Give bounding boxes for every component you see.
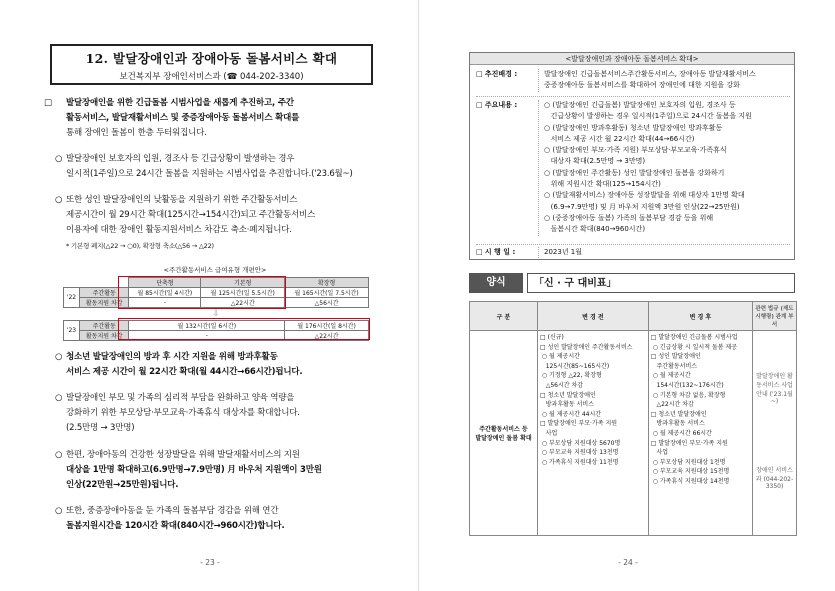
circle-bullet: ○ bbox=[55, 154, 63, 164]
paragraph-severe-child-care bbox=[55, 504, 380, 534]
p2-note: * 기본형 폐지(△22 → ○0), 확장형 축소(△56 → △22) bbox=[66, 241, 214, 250]
highlight-box-22 bbox=[118, 276, 286, 309]
list-item: ○ 월 제공시간 44시간 bbox=[540, 410, 602, 418]
row-deduction: 활동지원 차감 bbox=[80, 298, 129, 308]
background-label: □ 추진배경 : bbox=[476, 69, 538, 80]
cell: - bbox=[129, 331, 285, 341]
comparison-title: 「신 · 구 대비표」 bbox=[527, 273, 795, 293]
p6-line-2: 돌봄지원시간을 120시간 확대(840시간→960시간)합니다. bbox=[66, 521, 285, 532]
list-item: 125시간(85~165시간) bbox=[540, 362, 610, 370]
cell: △56시간 bbox=[285, 298, 369, 308]
p5-line-1: 한편, 장애아동의 건강한 성장발달을 위해 발달재활서비스의 지원 bbox=[66, 450, 300, 460]
p4-line-1: 발달장애인 부모 및 가족의 심리적 부담을 완화하고 양육 역량을 bbox=[66, 393, 295, 403]
p2-line-3: 이용자에 대한 장애인 활동지원서비스 차감도 축소·폐지됩니다. bbox=[66, 225, 292, 236]
list-item: △56시간 차감 bbox=[540, 381, 584, 389]
row-label-line-2: 발달장애인 돌봄 확대 bbox=[475, 435, 532, 442]
list-item: 돌봄시간 확대(840→960시간) bbox=[544, 225, 646, 234]
list-item: ○ (발달장애인 부모·가족 지원) 부모상담·부모교육·가족휴식 bbox=[544, 146, 727, 155]
main-content-label: □ 주요내용 : bbox=[476, 100, 538, 111]
cell: 월 85시간(일 4시간) bbox=[129, 288, 201, 298]
paragraph-day-activity bbox=[55, 193, 380, 254]
p3-line-1: 청소년 발달장애인의 방과 후 시간 지원을 위해 방과후활동 bbox=[66, 352, 278, 362]
table-caption: <주간활동서비스 급여유형 개편안> bbox=[163, 266, 267, 274]
row-label-line-1: 주간활동서비스 등 bbox=[479, 426, 528, 433]
p4-line-2: 강화하기 위한 부모상담·부모교육·가족휴식 대상자를 확대합니다. bbox=[66, 408, 300, 419]
list-item: ○ 월 제공시간 bbox=[540, 353, 580, 361]
list-item: ○ 가족휴식 지원대상 14천명 bbox=[650, 477, 730, 485]
page-number: - 23 - bbox=[200, 558, 220, 567]
section-title-box bbox=[50, 44, 373, 85]
list-item: 서비스 제공 시간 월 22시간 확대(44→66시간) bbox=[544, 134, 695, 143]
paragraph-after-school bbox=[55, 350, 380, 380]
cell: 월 132시간(일 6시간) bbox=[129, 321, 285, 331]
list-item: ○ 부모교육 지원대상 15천명 bbox=[650, 468, 730, 476]
circle-bullet: ○ bbox=[55, 352, 63, 362]
header-basic: 기본형 bbox=[201, 278, 285, 288]
circle-bullet: ○ bbox=[55, 393, 63, 403]
list-item: ○ 부모교육 지원대상 13천명 bbox=[540, 449, 619, 457]
list-item: 154시간(132~176시간) bbox=[650, 381, 724, 389]
list-item: □ 청소년 발달장애인 bbox=[540, 391, 596, 399]
list-item: ○ 기본형 차감 없음, 확장형 bbox=[650, 391, 726, 399]
background-line-2: 중증장애아동 돌봄서비스를 확대하여 장애인에 대한 지원을 강화 bbox=[544, 81, 740, 90]
list-item: △22시간 차감 bbox=[650, 401, 694, 409]
list-item: ○ 긴급상황 시 일시적 돌봄 제공 bbox=[650, 343, 738, 351]
list-item: ○ 부모상담 지원대상 1천명 bbox=[650, 458, 726, 466]
row-activity: 주간활동 bbox=[80, 321, 129, 331]
circle-bullet: ○ bbox=[55, 506, 63, 516]
cell: △22시간 bbox=[201, 298, 285, 308]
list-item: □ 발달장애인 긴급돌봄 시범사업 bbox=[650, 334, 738, 341]
header-after: 변 경 후 bbox=[648, 302, 752, 331]
list-item: 긴급상황이 발생하는 경우 일시적(1주일)으로 24시간 돌봄을 지원 bbox=[544, 112, 752, 121]
section-title: 12. 발달장애인과 장애아동 돌봄서비스 확대 bbox=[85, 51, 338, 66]
background-line-1: 발달장애인 긴급돌봄서비스주간활동서비스, 장애아동 발달재활서비스 bbox=[544, 70, 756, 78]
cell: - bbox=[129, 298, 201, 308]
header-extended: 확장형 bbox=[285, 278, 369, 288]
list-item: ○ (발달장애인 긴급돌봄) 발달장애인 보호자의 입원, 경조사 등 bbox=[544, 101, 736, 109]
summary-box bbox=[469, 52, 795, 260]
department-contact: 보건복지부 장애인서비스과 (☎ 044-202-3340) bbox=[119, 72, 304, 82]
p2-line-1: 또한 성인 발달장애인의 낮활동을 지원하기 위한 주간활동서비스 bbox=[66, 195, 298, 205]
year-22: '22 bbox=[64, 288, 80, 308]
list-item: □ 발달장애인 부모·가족 지원 bbox=[650, 439, 728, 447]
list-item: 주간활동서비스 bbox=[650, 362, 698, 370]
intro-line-1: 발달장애인을 위한 긴급돌봄 시범사업을 새롭게 추진하고, 주간 bbox=[66, 98, 294, 108]
dept-guide: 발달장애인 활동서비스 사업안내 ('23.1월~) bbox=[756, 373, 793, 405]
year-23: '23 bbox=[64, 321, 80, 341]
header-item: 구 분 bbox=[470, 302, 538, 331]
list-item: ○ (발달재활서비스) 장애아동 성장발달을 위해 대상자 1만명 확대 bbox=[544, 191, 745, 200]
left-page bbox=[0, 0, 417, 591]
circle-bullet: ○ bbox=[55, 450, 63, 460]
list-item: ○ 월 제공시간 bbox=[650, 372, 691, 380]
p1-line-1: 발달장애인 보호자의 입원, 경조사 등 긴급상황이 발생하는 경우 bbox=[66, 154, 295, 164]
divider bbox=[476, 96, 790, 97]
intro-paragraph bbox=[44, 96, 380, 142]
list-item: 방과후활동 서비스 bbox=[650, 420, 705, 428]
cell: △22시간 bbox=[285, 331, 369, 341]
row-label bbox=[470, 331, 538, 536]
list-item: ○ 가족휴식 지원대상 11천명 bbox=[540, 458, 619, 466]
list-item: ○ (발달장애인 주간활동) 성인 발달장애인 돌봄을 강화하기 bbox=[544, 168, 725, 177]
p3-line-2: 서비스 제공 시간이 월 22시간 확대(월 44시간→66시간)됩니다. bbox=[66, 367, 303, 378]
list-item: □ 성인 발달장애인 bbox=[650, 353, 701, 361]
p4-line-3: (2.5만명 → 3만명) bbox=[66, 423, 135, 434]
highlight-box-23 bbox=[118, 318, 370, 340]
list-item: ○ 기정형 △22, 확장형 bbox=[540, 372, 602, 380]
p1-line-2: 일시적(1주일)으로 24시간 돌봄을 지원하는 시범사업을 추진합니다.('23.6월~) bbox=[66, 169, 353, 180]
list-item: 사업 bbox=[540, 429, 558, 437]
date-label: □ 시 행 일 : bbox=[476, 247, 538, 258]
p2-line-2: 제공시간이 월 29시간 확대(125시간→154시간)되고 주간활동서비스 bbox=[66, 210, 316, 221]
square-bullet: □ bbox=[44, 98, 52, 108]
date-value: 2023년 1월 bbox=[538, 247, 792, 258]
list-item: 대상자 확대(2.5만명 → 3만명) bbox=[544, 157, 646, 166]
dept-contact: 장애인 서비스과 (044-202-3350) bbox=[755, 467, 794, 490]
list-item: (6.9→7.9만명) 및 月 바우처 지원액 3만원 인상(22→25만원) bbox=[544, 202, 740, 211]
form-badge: 양식 bbox=[469, 273, 523, 293]
list-item: □ 발달장애인 부모·가족 지원 bbox=[540, 420, 618, 428]
list-item: 사업 bbox=[650, 449, 669, 457]
list-item: ○ 부모상담 지원대상 5670명 bbox=[540, 439, 621, 447]
background-row bbox=[476, 69, 791, 95]
divider bbox=[476, 244, 790, 245]
after-cell bbox=[648, 331, 752, 536]
comparison-table bbox=[469, 301, 797, 536]
list-item: ○ (발달장애인 방과후활동) 청소년 발달장애인 방과후활동 bbox=[544, 123, 723, 132]
cell: 월 125시간(일 5.5시간) bbox=[201, 288, 285, 298]
cell: 월 165시간(일 7.5시간) bbox=[285, 288, 369, 298]
list-item: ○ 월 제공시간 66시간 bbox=[650, 429, 712, 437]
list-item: □ 성인 발달장애인 주간활동서비스 bbox=[540, 343, 633, 351]
main-content-list bbox=[538, 100, 792, 236]
row-deduction: 활동지원 차감 bbox=[80, 331, 129, 341]
header-short: 단축형 bbox=[129, 278, 201, 288]
row-activity: 주간활동 bbox=[80, 288, 129, 298]
cell: 월 176시간(일 8시간) bbox=[285, 321, 369, 331]
p5-line-3: 인상(22만원→25만원)됩니다. bbox=[66, 480, 179, 491]
header-dept: 관련 법규 (제도시행령) 관계 부서 bbox=[753, 302, 797, 331]
list-item: □ (신규) bbox=[540, 334, 564, 341]
page-number: - 24 - bbox=[618, 558, 638, 567]
list-item: 방과후활동 서비스 bbox=[540, 401, 594, 409]
list-item: 위해 지원시간 확대(125→154시간) bbox=[544, 180, 661, 189]
header-before: 변 경 전 bbox=[538, 302, 649, 331]
p5-line-2: 대상을 1만명 확대하고(6.9만명→7.9만명) 月 바우처 지원액이 3만원 bbox=[66, 465, 322, 476]
dept-cell bbox=[753, 331, 797, 536]
intro-line-2: 활동서비스, 발달재활서비스 및 중증장애아동 돌봄서비스 확대를 bbox=[66, 113, 300, 124]
list-item: □ 청소년 발달장애인 bbox=[650, 410, 707, 418]
before-cell bbox=[538, 331, 649, 536]
paragraph-emergency-care bbox=[55, 152, 380, 182]
down-arrow-icon: ⇩ bbox=[64, 308, 369, 321]
paragraph-family-support bbox=[55, 391, 380, 437]
p6-line-1: 또한, 중증장애아동을 둔 가족의 돌봄부담 경감을 위해 연간 bbox=[66, 506, 279, 516]
paragraph-rehab-service bbox=[55, 448, 380, 494]
intro-line-3: 통해 장애인 돌봄이 한층 두터워집니다. bbox=[66, 128, 207, 139]
summary-box-title: <발달장애인과 장애아동 돌봄서비스 확대> bbox=[470, 53, 794, 65]
main-content-row bbox=[476, 100, 791, 240]
circle-bullet: ○ bbox=[55, 195, 63, 205]
list-item: ○ (중증장애아동 돌봄) 가족의 돌봄부담 경감 등을 위해 bbox=[544, 213, 714, 222]
